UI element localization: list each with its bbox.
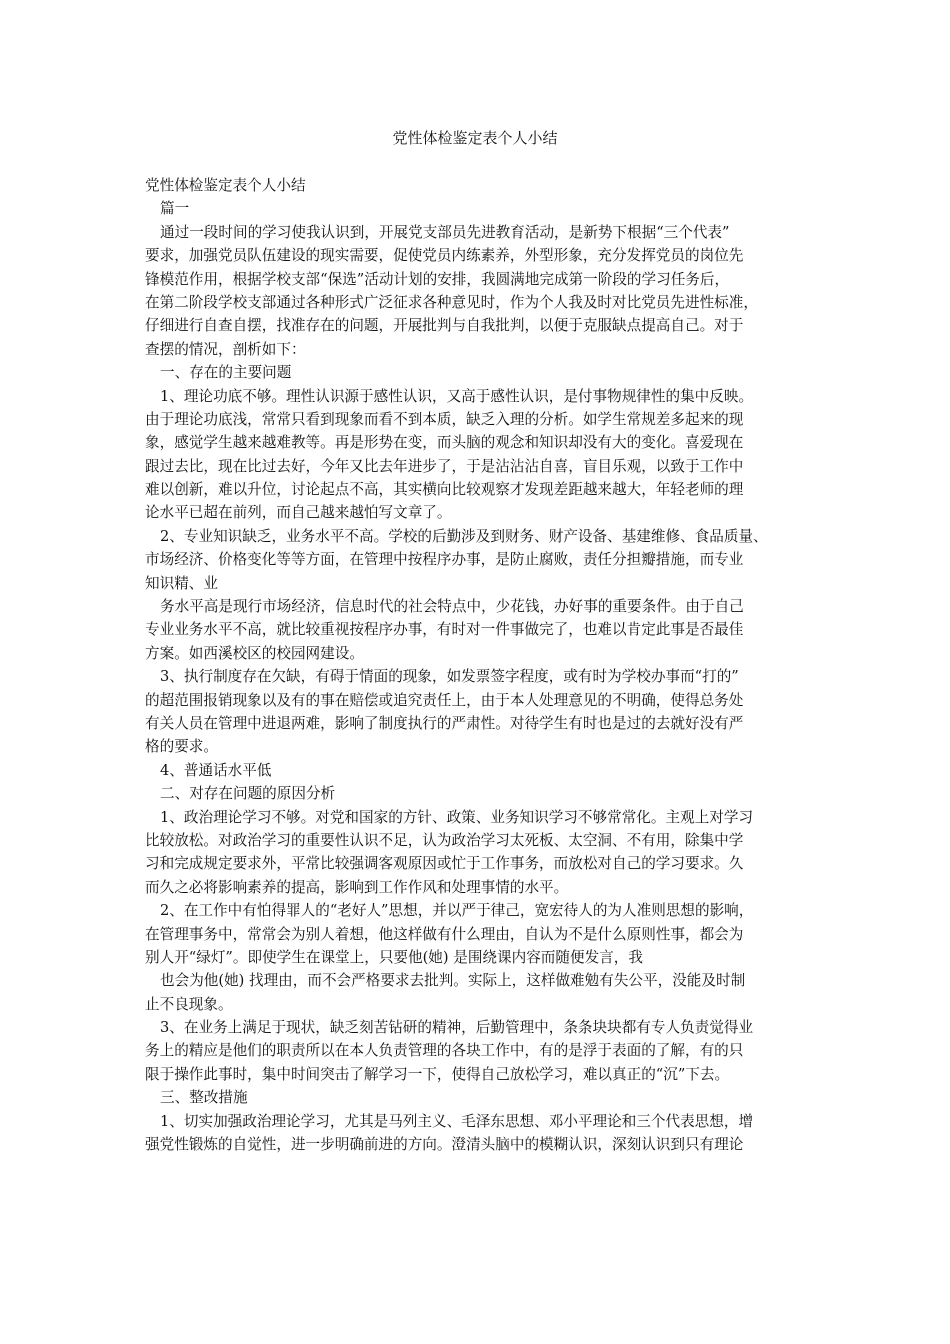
text-line: 查摆的情况，剖析如下：: [145, 340, 306, 358]
text-line: 比较放松。对政治学习的重要性认识不足，认为政治学习太死板、太空洞、不有用，除集中学: [145, 831, 744, 849]
text-line: 要求，加强党员队伍建设的现实需要，促使党员内练素养，外型形象，充分发挥党员的岗位先: [145, 247, 744, 265]
text-line: 3、在业务上满足于现状，缺乏刻苦钻研的精神，后勤管理中，条条块块都有专人负责觉得业: [160, 1019, 754, 1037]
text-line: 强党性锻炼的自觉性，进一步明确前进的方向。澄清头脑中的模糊认识，深刻认识到只有理论: [145, 1136, 744, 1154]
text-line: 2、专业知识缺乏，业务水平不高。学校的后勤涉及到财务、财产设备、基建维修、食品质量、: [160, 527, 768, 545]
text-line: 1、政治理论学习不够。对党和国家的方针、政策、业务知识学习不够常常化。主观上对学习: [160, 808, 754, 826]
text-line: 党性体检鉴定表个人小结: [145, 177, 306, 194]
text-line: 而久之必将影响素养的提高，影响到工作作风和处理事情的水平。: [145, 878, 569, 896]
text-line: 一、存在的主要问题: [160, 364, 292, 382]
text-line: 专业业务水平不高，就比较重视按程序办事，有时对一件事做完了，也难以肯定此事是否最佳: [145, 621, 744, 639]
text-line: 通过一段时间的学习使我认识到，开展党支部员先进教育活动，是新势下根据“三个代表”: [160, 223, 730, 241]
text-line: 跟过去比，现在比过去好，今年又比去年进步了，于是沾沾沾自喜，盲目乐观，以致于工作中: [145, 457, 744, 475]
text-line: 在管理事务中，常常会为别人着想，他这样做有什么理由，自认为不是什么原则性事，都会为: [145, 925, 744, 943]
text-line: 2、在工作中有怕得罪人的“老好人”思想，并以严于律己，宽宏待人的为人准则思想的影响，: [160, 902, 754, 920]
text-line: 难以创新，难以升位，讨论起点不高，其实横向比较观察才发现差距越来越大，年轻老师的理: [145, 481, 744, 499]
text-line: 止不良现象。: [145, 995, 233, 1013]
text-line: 市场经济、价格变化等等方面，在管理中按程序办事，是防止腐败，责任分担瓣措施，而专业: [145, 551, 744, 569]
text-line: 方案。如西溪校区的校园网建设。: [145, 644, 364, 662]
text-line: 1、理论功底不够。理性认识源于感性认识，又高于感性认识，是付事物规律性的集中反映。: [160, 387, 754, 405]
document-title: 党性体检鉴定表个人小结: [392, 129, 558, 147]
text-line: 象，感觉学生越来越难教等。再是形势在变，而头脑的观念和知识却没有大的变化。喜爱现在: [145, 434, 744, 452]
text-line: 篇一: [160, 200, 190, 218]
text-line: 仔细进行自查自摆，找准存在的问题，开展批判与自我批判，以便于克服缺点提高自己。对于: [145, 317, 744, 335]
text-line: 务上的精应是他们的职责所以在本人负责管理的各块工作中，有的是浮于表面的了解，有的只: [145, 1042, 744, 1060]
text-line: 习和完成规定要求外，平常比较强调客观原因或忙于工作事务，而放松对自己的学习要求。久: [145, 855, 744, 873]
text-line: 也会为他(她) 找理由，而不会严格要求去批判。实际上，这样做难勉有失公平，没能及时制: [160, 972, 746, 990]
text-line: 有关人员在管理中进退两难，影响了制度执行的严肃性。对待学生有时也是过的去就好没有严: [145, 714, 744, 732]
text-line: 4、普通话水平低: [160, 761, 272, 779]
text-line: 锋模范作用，根据学校支部“保选”活动计划的安排，我圆满地完成第一阶段的学习任务后，: [145, 270, 730, 288]
text-line: 知识精、业: [145, 574, 218, 592]
text-line: 三、整改措施: [160, 1089, 248, 1107]
text-line: 二、对存在问题的原因分析: [160, 785, 336, 803]
text-line: 在第二阶段学校支部通过各种形式广泛征求各种意见时，作为个人我及时对比党员先进性标准，: [145, 293, 758, 311]
text-line: 3、执行制度存在欠缺，有碍于情面的现象，如发票签字程度，或有时为学校办事而“打的”: [160, 668, 739, 686]
document-body: [145, 174, 815, 1156]
text-line: 论水平已超在前列，而自己越来越怕写文章了。: [145, 504, 452, 522]
text-line: 别人开“绿灯”。即使学生在课堂上，只要他(她) 是围绕课内容而随便发言，我: [145, 948, 643, 966]
text-line: 限于操作此事时，集中时间突击了解学习一下，使得自己放松学习，难以真正的“沉”下去。: [145, 1065, 730, 1083]
text-line: 务水平高是现行市场经济，信息时代的社会特点中，少花钱，办好事的重要条件。由于自己: [160, 598, 744, 616]
text-line: 由于理论功底浅，常常只看到现象而看不到本质，缺乏入理的分析。如学生常规差多起来的现: [145, 410, 744, 428]
text-line: 格的要求。: [145, 738, 218, 756]
text-line: 1、切实加强政治理论学习，尤其是马列主义、毛泽东思想、邓小平理论和三个代表思想，增: [160, 1112, 754, 1130]
text-line: 的超范围报销现象以及有的事在赔偿或追究责任上，由于本人处理意见的不明确，使得总务处: [145, 691, 744, 709]
